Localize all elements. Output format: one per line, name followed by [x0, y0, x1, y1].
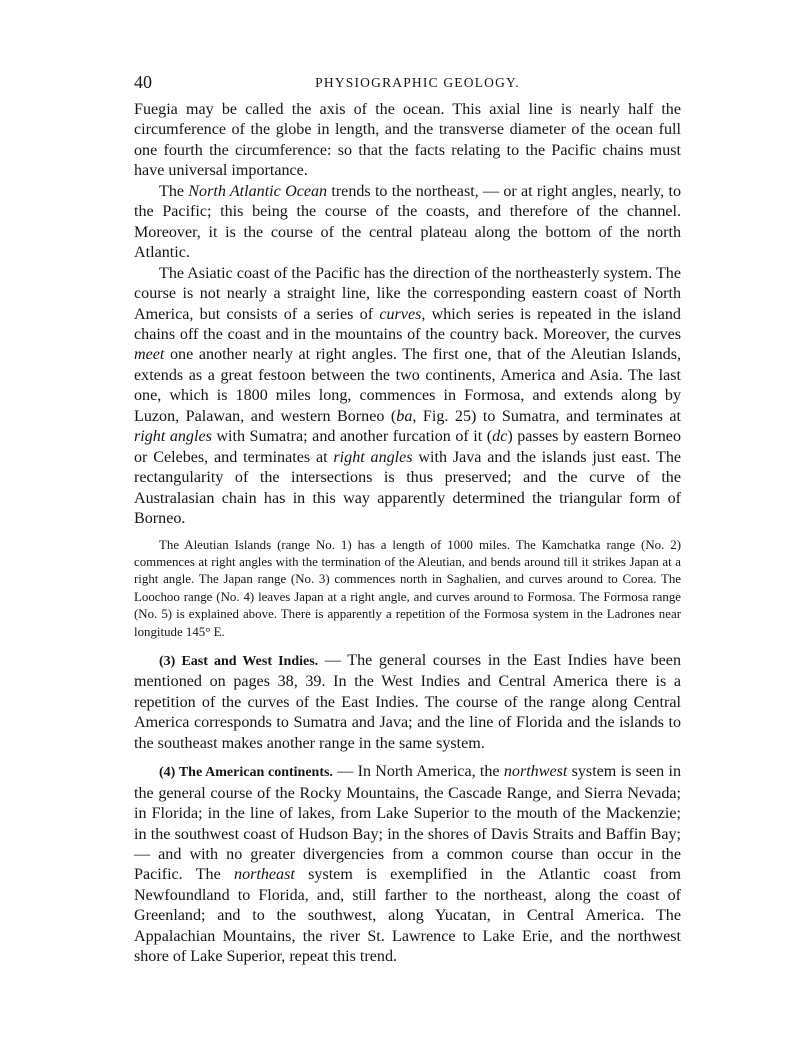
text-run: The: [159, 182, 189, 200]
paragraph-asiatic-coast: [134, 264, 681, 530]
italic-term: right angles: [134, 428, 212, 446]
small-print-note: [134, 537, 681, 641]
italic-term: meet: [134, 346, 165, 364]
running-title: PHYSIOGRAPHIC GEOLOGY.: [315, 75, 520, 90]
paragraph-pacific-axis: [134, 100, 681, 182]
text-run: — In North America, the: [332, 763, 504, 781]
book-page: [134, 70, 681, 968]
italic-term: ba,: [396, 407, 417, 425]
text-run: system is exemplified in the Atlantic coast from Newfoundland to Florida, and, still farther to the northeast, along the coast of Greenland; and to the southwest, along Yucatan, in Central America. The Appalachian Mountains, the river St. Lawrence to Lake Erie, and the northwest shore of Lake Superior, repeat this trend.: [134, 866, 681, 966]
page-number: 40: [134, 72, 152, 92]
italic-term: northeast: [234, 866, 295, 884]
italic-term: dc: [492, 428, 508, 446]
italic-term: northwest: [503, 763, 568, 781]
running-head: [134, 70, 681, 100]
paragraph-american-continents: [134, 762, 681, 968]
italic-term: right angles: [333, 448, 413, 466]
text-run: Fig. 25) to Sumatra, and terminates at: [416, 407, 681, 425]
paragraph-east-west-indies: [134, 651, 681, 754]
text-run: which series is repeated in the island chains off the coast and in the mountains of the country back. Moreover, the curves: [134, 305, 681, 343]
section-heading: (4) The American continents.: [159, 765, 333, 781]
text-run: system is seen in the general course of the Rocky Mountains, the Cascade Range, and Sierra Nevada; in Florida; in the line of lakes, from Lake Superior to the mouth of the Mackenzie; in the southwest coast of Hudson Bay; in the shores of Davis Straits and Baffin Bay; — and with no greater divergencies from a common course than occur in the Pacific. The: [134, 763, 681, 884]
text-run: — The general courses in the East Indies have been mentioned on pages 38, 39. In the West Indies and Central America there is a repetition of the curves of the East Indies. The course of the range along Central America corresponds to Sumatra and Java; and the line of Florida and the islands to the southeast makes another range in the same system.: [134, 651, 681, 752]
text-run: one another nearly at right angles. The first one, that of the Aleutian Islands, extends as a great festoon between the two continents, America and Asia. The last one, which is 1800 miles long, commences in Formosa, and extends along by Luzon, Palawan, and western Borneo (: [134, 346, 681, 425]
text-run: trends to the northeast, — or at right angles, nearly, to the Pacific; this being the course of the coasts, and therefore of the channel. Moreover, it is the course of the central plateau along the bottom of the north Atlantic.: [134, 182, 681, 262]
text-run: with Java and the islands just east. The rectangularity of the intersections is thus preserved; and the curve of the Australasian chain has in this way apparently determined the triangular form of Borneo.: [134, 448, 682, 528]
text-run: ) passes by eastern Borneo or Celebes, and terminates at: [134, 428, 681, 466]
paragraph-north-atlantic: [134, 182, 681, 264]
section-heading: (3) East and West Indies.: [159, 653, 319, 669]
text-run: with Sumatra; and another furcation of it (: [211, 428, 493, 446]
note-text: The Aleutian Islands (range No. 1) has a length of 1000 miles. The Kamchatka range (No. 2) commences at right angles with the termination of the Aleutian, and bends around till it strikes Japan at a right angle. The Japan range (No. 3) commences north in Saghalien, and curves around to Corea. The Loochoo range (No. 4) leaves Japan at a right angle, and curves around to Formosa. The Formosa range (No. 5) is explained above. There is apparently a repetition of the Formosa system in the Ladrones near longitude 145° E.: [134, 537, 681, 639]
italic-term: curves,: [379, 305, 426, 323]
paragraph-text: Fuegia may be called the axis of the ocean. This axial line is nearly half the circumference of the globe in length, and the transverse diameter of the ocean full one fourth the circumference: so that the facts relating to the Pacific chains must have universal importance.: [134, 101, 681, 180]
text-run: The Asiatic coast of the Pacific has the direction of the northeasterly system. The course is not nearly a straight line, like the corresponding eastern coast of North America, but consists of a series of: [134, 264, 681, 323]
italic-term: North Atlantic Ocean: [188, 182, 328, 200]
